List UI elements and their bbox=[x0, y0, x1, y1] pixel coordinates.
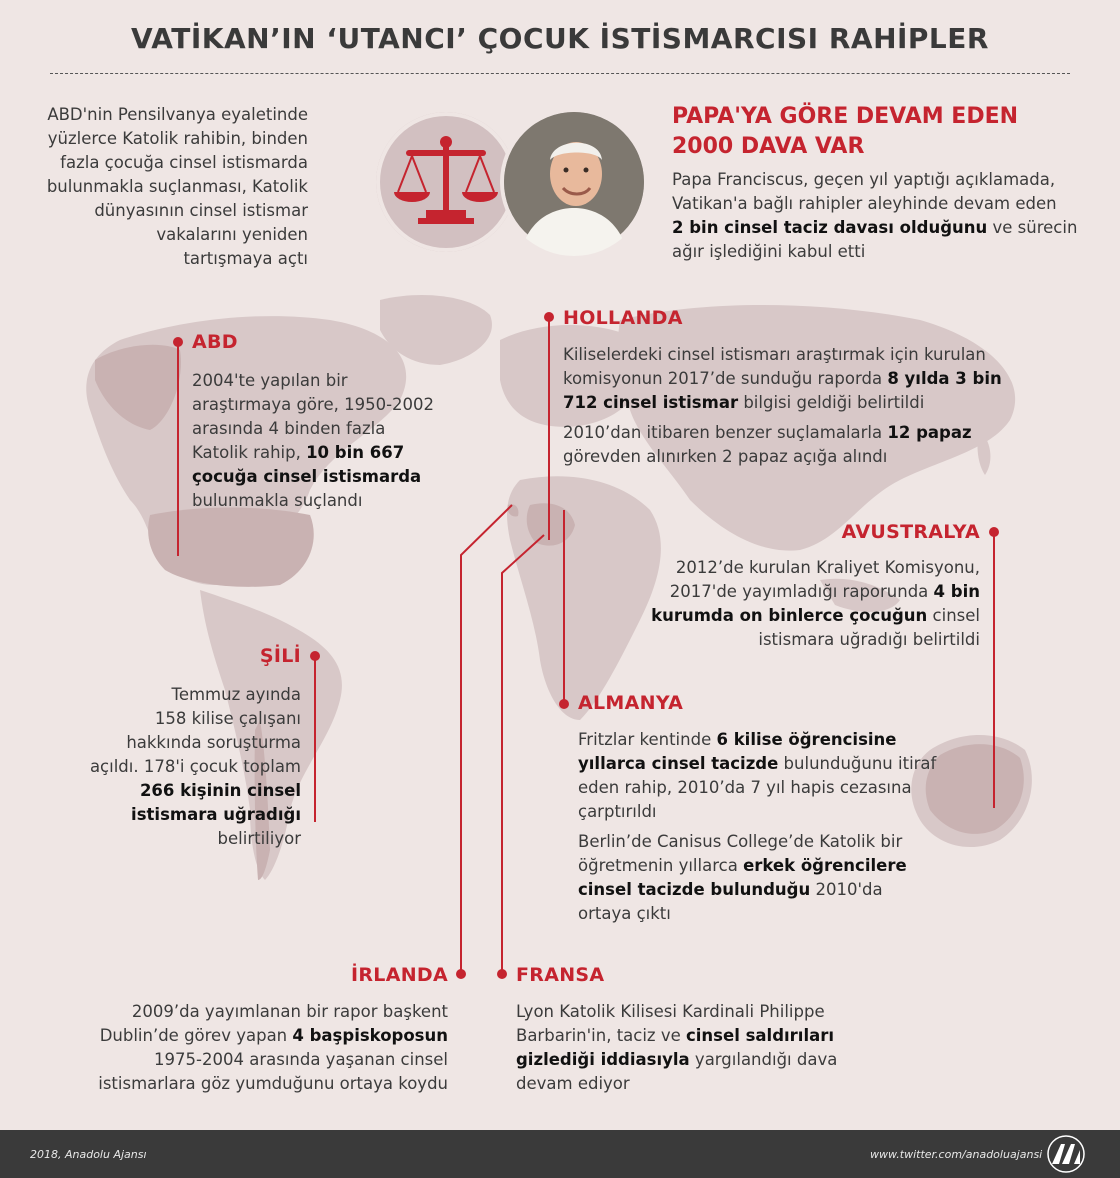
avustralya-line: 2012’de kurulan Kraliyet Komisyonu, bbox=[675, 558, 980, 577]
hollanda-line bbox=[563, 391, 1033, 415]
abd-line: arasında 4 binden fazla bbox=[192, 419, 386, 438]
almanya-line-rest: 2010'da bbox=[810, 880, 883, 899]
sili-line: açıldı. 178'i çocuk toplam bbox=[89, 757, 301, 776]
almanya-line-plain: Fritzlar kentinde bbox=[578, 730, 717, 749]
intro-paragraph bbox=[40, 103, 308, 271]
footer-copyright: 2018, Anadolu Ajansı bbox=[30, 1148, 147, 1161]
almanya-line bbox=[578, 752, 958, 776]
irlanda-line bbox=[60, 1024, 448, 1048]
scales-of-justice-icon bbox=[376, 112, 516, 252]
page-title: VATİKAN’IN ‘UTANCI’ ÇOCUK İSTİSMARCISI RAHİPLER bbox=[131, 22, 989, 55]
sili-line-bold: 266 kişinin cinsel bbox=[139, 781, 301, 800]
abd-line: bulunmakla suçlandı bbox=[192, 491, 363, 510]
intro-line: yüzlerce Katolik rahibin, binden bbox=[47, 129, 308, 148]
sili-line bbox=[80, 803, 301, 827]
fransa-text bbox=[516, 1000, 896, 1096]
sili-heading: ŞİLİ bbox=[259, 645, 301, 667]
almanya-line: eden rahip, 2010’da 7 yıl hapis cezasına bbox=[578, 778, 912, 797]
abd-connector bbox=[177, 342, 179, 556]
almanya-line-bold: cinsel tacizde bulunduğu bbox=[578, 880, 811, 899]
intro-line: tartışmaya açtı bbox=[183, 249, 308, 268]
avustralya-pin-icon bbox=[989, 527, 999, 537]
pope-portrait-icon bbox=[500, 108, 648, 256]
irlanda-line-plain: Dublin’de görev yapan bbox=[99, 1026, 293, 1045]
almanya-line bbox=[578, 854, 958, 878]
hollanda-line bbox=[563, 367, 1033, 391]
hollanda-text bbox=[563, 343, 1033, 469]
almanya-line-bold: 6 kilise öğrencisine bbox=[716, 730, 897, 749]
pope-text bbox=[672, 168, 1102, 264]
irlanda-pin-icon bbox=[456, 969, 466, 979]
map-usa bbox=[148, 508, 314, 587]
irlanda-line-bold: 4 başpiskoposun bbox=[292, 1026, 448, 1045]
sili-line: Temmuz ayında bbox=[171, 685, 301, 704]
avustralya-line-bold: 4 bin bbox=[933, 582, 980, 601]
avustralya-line-bold: kurumda on binlerce çocuğun bbox=[651, 606, 928, 625]
avustralya-line: istismara uğradığı belirtildi bbox=[758, 630, 980, 649]
intro-line: vakalarını yeniden bbox=[156, 225, 308, 244]
irlanda-fransa-connectors bbox=[440, 495, 550, 985]
abd-line: 2004'te yapılan bir bbox=[192, 371, 348, 390]
hollanda-heading: HOLLANDA bbox=[563, 307, 683, 329]
fransa-line-bold: gizlediği iddiasıyla bbox=[516, 1050, 690, 1069]
sili-line-bold: istismara uğradığı bbox=[131, 805, 301, 824]
fransa-connector bbox=[502, 535, 544, 975]
hollanda-line-bold: 12 papaz bbox=[887, 423, 972, 442]
hollanda-line: görevden alınırken 2 papaz açığa alındı bbox=[563, 447, 888, 466]
sili-connector bbox=[314, 656, 316, 822]
hollanda-line-plain: 2010’dan itibaren benzer suçlamalarla bbox=[563, 423, 888, 442]
fransa-line-rest: yargılandığı dava bbox=[689, 1050, 838, 1069]
irlanda-line: 1975-2004 arasında yaşanan cinsel bbox=[154, 1050, 448, 1069]
almanya-pin-icon bbox=[559, 699, 569, 709]
fransa-line: Lyon Katolik Kilisesi Kardinali Philippe bbox=[516, 1002, 825, 1021]
pope-text-line: ağır işlediğini kabul etti bbox=[672, 242, 866, 261]
scales-circle bbox=[376, 112, 516, 252]
avustralya-text bbox=[600, 556, 980, 652]
pope-heading-line1: PAPA'YA GÖRE DEVAM EDEN bbox=[672, 104, 1019, 129]
irlanda-connector bbox=[461, 505, 512, 975]
almanya-line: ortaya çıktı bbox=[578, 904, 671, 923]
almanya-heading: ALMANYA bbox=[578, 692, 684, 714]
avustralya-line-plain: 2017'de yayımladığı raporunda bbox=[669, 582, 934, 601]
abd-line bbox=[192, 441, 462, 465]
footer-twitter-link[interactable]: www.twitter.com/anadoluajansi bbox=[870, 1148, 1043, 1161]
almanya-line-plain: öğretmenin yıllarca bbox=[578, 856, 744, 875]
sili-line: belirtiliyor bbox=[217, 829, 301, 848]
abd-text bbox=[192, 369, 462, 513]
hollanda-line-rest: bilgisi geldiği belirtildi bbox=[738, 393, 925, 412]
sili-line: 158 kilise çalışanı bbox=[154, 709, 301, 728]
hollanda-line-bold: 712 cinsel istismar bbox=[563, 393, 739, 412]
hollanda-line: Kiliselerdeki cinsel istismarı araştırmak için kurulan bbox=[563, 345, 986, 364]
almanya-line: Berlin’de Canisus College’de Katolik bir bbox=[578, 832, 903, 851]
abd-pin-icon bbox=[173, 337, 183, 347]
footer-bar bbox=[0, 1130, 1120, 1178]
pope-heading-line2: 2000 DAVA VAR bbox=[672, 134, 865, 159]
almanya-line bbox=[578, 728, 958, 752]
irlanda-line: 2009’da yayımlanan bir rapor başkent bbox=[131, 1002, 448, 1021]
almanya-line: çarptırıldı bbox=[578, 802, 657, 821]
almanya-line-bold: yıllarca cinsel tacizde bbox=[578, 754, 779, 773]
pope-heading bbox=[672, 102, 1092, 162]
avustralya-heading: AVUSTRALYA bbox=[841, 521, 980, 543]
irlanda-heading: İRLANDA bbox=[351, 964, 448, 986]
almanya-line-rest: bulunduğunu itiraf bbox=[778, 754, 937, 773]
pope-text-line: Papa Franciscus, geçen yıl yaptığı açıklamada, bbox=[672, 170, 1056, 189]
pope-portrait bbox=[500, 108, 648, 256]
avustralya-line bbox=[600, 580, 980, 604]
hollanda-line-bold: 8 yılda 3 bin bbox=[887, 369, 1002, 388]
fransa-line bbox=[516, 1048, 896, 1072]
fransa-line bbox=[516, 1024, 896, 1048]
hollanda-line-plain: komisyonun 2017’de sunduğu raporda bbox=[563, 369, 888, 388]
abd-heading: ABD bbox=[192, 331, 238, 353]
avustralya-line bbox=[600, 604, 980, 628]
irlanda-text bbox=[60, 1000, 448, 1096]
hollanda-line bbox=[563, 421, 1033, 445]
abd-line-bold: 10 bin 667 bbox=[306, 443, 405, 462]
sili-text bbox=[80, 683, 301, 851]
fransa-pin-icon bbox=[497, 969, 507, 979]
avustralya-line-rest: cinsel bbox=[927, 606, 980, 625]
abd-line bbox=[192, 465, 462, 489]
abd-line-plain: Katolik rahip, bbox=[192, 443, 307, 462]
almanya-line-bold: erkek öğrencilere bbox=[743, 856, 907, 875]
abd-line: araştırmaya göre, 1950-2002 bbox=[192, 395, 435, 414]
avustralya-connector bbox=[993, 532, 995, 808]
fransa-line: devam ediyor bbox=[516, 1074, 630, 1093]
sili-line bbox=[80, 779, 301, 803]
anadolu-logo-svg bbox=[1046, 1134, 1086, 1174]
pope-text-line: Vatikan'a bağlı rahipler aleyhinde devam eden bbox=[672, 194, 1057, 213]
intro-line: ABD'nin Pensilvanya eyaletinde bbox=[47, 105, 308, 124]
almanya-connector bbox=[563, 510, 565, 704]
fransa-line-bold: cinsel saldırıları bbox=[686, 1026, 835, 1045]
pope-text-rest: ve sürecin bbox=[987, 218, 1078, 237]
intro-line: bulunmakla suçlanması, Katolik bbox=[46, 177, 308, 196]
pope-text-bold: 2 bin cinsel taciz davası olduğunu bbox=[672, 218, 988, 237]
abd-line-bold: çocuğa cinsel istismarda bbox=[192, 467, 422, 486]
almanya-text bbox=[578, 728, 958, 926]
intro-line: fazla çocuğa cinsel istismarda bbox=[60, 153, 308, 172]
sili-line: hakkında soruşturma bbox=[126, 733, 301, 752]
fransa-heading: FRANSA bbox=[516, 964, 605, 986]
fransa-line-plain: Barbarin'in, taciz ve bbox=[516, 1026, 686, 1045]
anadolu-logo-icon bbox=[1046, 1134, 1086, 1174]
intro-line: dünyasının cinsel istismar bbox=[94, 201, 308, 220]
hollanda-pin-icon bbox=[544, 312, 554, 322]
title-divider bbox=[50, 73, 1070, 74]
almanya-line bbox=[578, 878, 958, 902]
pope-text-line bbox=[672, 216, 1102, 240]
irlanda-line: istismarlara göz yumduğunu ortaya koydu bbox=[98, 1074, 448, 1093]
sili-pin-icon bbox=[310, 651, 320, 661]
